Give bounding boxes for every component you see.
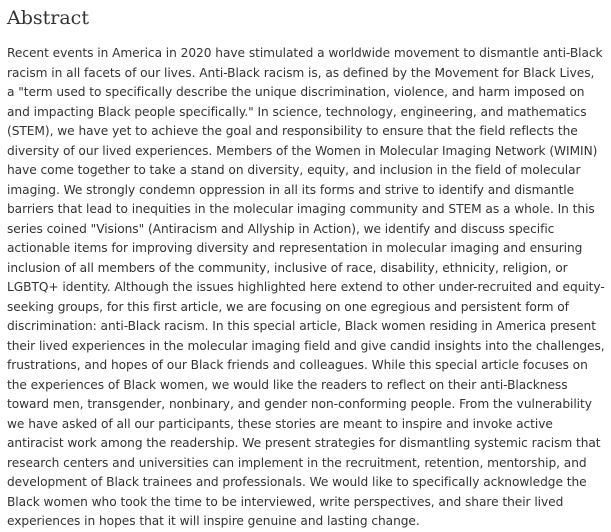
- abstract-section: [7, 0, 605, 532]
- abstract-body: Recent events in America in 2020 have stimulated a worldwide movement to dismantle anti-Black racism in all facets of our lives. Anti-Black racism is, as defined by the Movement for Black Lives, a "term used to specifically describe the unique discrimination, violence, and harm imposed on and impacting Black people specifically." In science, technology, engineering, and mathematics (STEM), we have yet to achieve the goal and responsibility to ensure that the field reflects the diversity of our lived experiences. Members of the Women in Molecular Imaging Network (WIMIN) have come together to take a stand on diversity, equity, and inclusion in the field of molecular imaging. We strongly condemn oppression in all its forms and strive to identify and dismantle barriers that lead to inequities in the molecular imaging community and STEM as a whole. In this series coined "Visions" (Antiracism and Allyship in Action), we identify and discuss specific actionable items for improving diversity and representation in molecular imaging and ensuring inclusion of all members of the community, inclusive of race, disability, ethnicity, religion, or LGBTQ+ identity. Although the issues highlighted here extend to other under-recruited and equity-seeking groups, for this first article, we are focusing on one egregious and persistent form of discrimination: anti-Black racism. In this special article, Black women residing in America present their lived experiences in the molecular imaging field and give candid insights into the challenges, frustrations, and hopes of our Black friends and colleagues. While this special article focuses on the experiences of Black women, we would like the readers to reflect on their anti-Blackness toward men, transgender, nonbinary, and gender non-conforming people. From the vulnerability we have asked of all our participants, these stories are meant to inspire and invoke active antiracist work among the readership. We present strategies for dismantling systemic racism that research centers and universities can implement in the recruitment, retention, mentorship, and development of Black trainees and professionals. We would like to specifically acknowledge the Black women who took the time to be interviewed, write perspectives, and share their lived experiences in hopes that it will inspire genuine and lasting change.: [7, 46, 605, 528]
- abstract-heading: Abstract: [7, 7, 89, 29]
